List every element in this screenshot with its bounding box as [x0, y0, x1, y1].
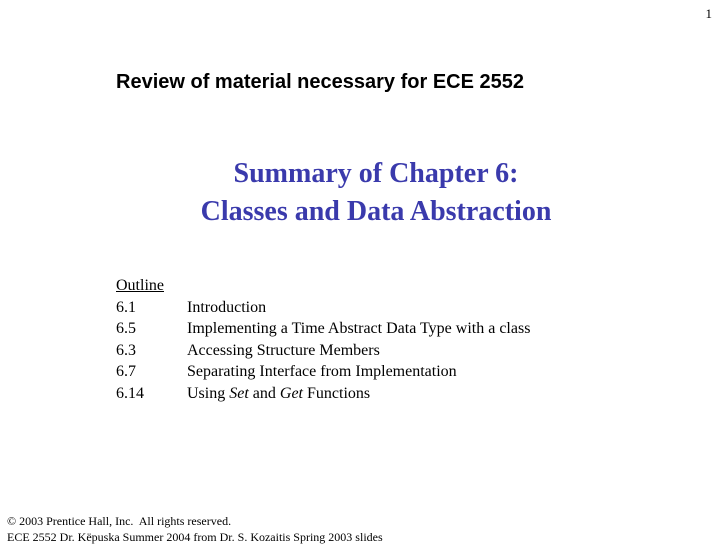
copyright-line: © 2003 Prentice Hall, Inc. All rights reserved.: [7, 514, 232, 528]
outline-item-number: 6.5: [116, 320, 136, 337]
outline-text-part: Using: [187, 384, 230, 402]
page-number: 1: [705, 6, 712, 21]
course-credit-line: ECE 2552 Dr. Këpuska Summer 2004 from Dr. S. Kozaitis Spring 2003 slides: [7, 530, 383, 544]
footer: [7, 513, 383, 545]
outline-item-text: Implementing a Time Abstract Data Type with a class: [187, 320, 531, 337]
slide-heading: Review of material necessary for ECE 2552: [116, 71, 524, 93]
outline-item-number: 6.7: [116, 363, 136, 380]
outline-text-emphasis: Set: [229, 384, 249, 402]
outline: [116, 275, 530, 404]
outline-item-number: 6.14: [116, 384, 144, 402]
outline-text-emphasis: Get: [279, 384, 303, 402]
outline-item-text: Introduction: [187, 298, 267, 316]
outline-item: [116, 297, 530, 319]
outline-item-text: [187, 383, 370, 405]
outline-item-number: 6.3: [116, 341, 136, 359]
outline-item-text: Separating Interface from Implementation: [187, 363, 457, 380]
outline-text-part: Functions: [303, 384, 371, 402]
outline-heading: Outline: [116, 277, 164, 294]
outline-item-text: Accessing Structure Members: [187, 341, 380, 359]
outline-item: [116, 361, 530, 383]
outline-text-part: and: [248, 384, 280, 402]
slide-title-line-1: Summary of Chapter 6:: [233, 158, 519, 189]
outline-item-number: 6.1: [116, 298, 136, 316]
outline-item: [116, 340, 530, 362]
outline-item: [116, 318, 530, 340]
outline-item: [116, 383, 530, 405]
slide-title-line-2: Classes and Data Abstraction: [200, 196, 552, 227]
